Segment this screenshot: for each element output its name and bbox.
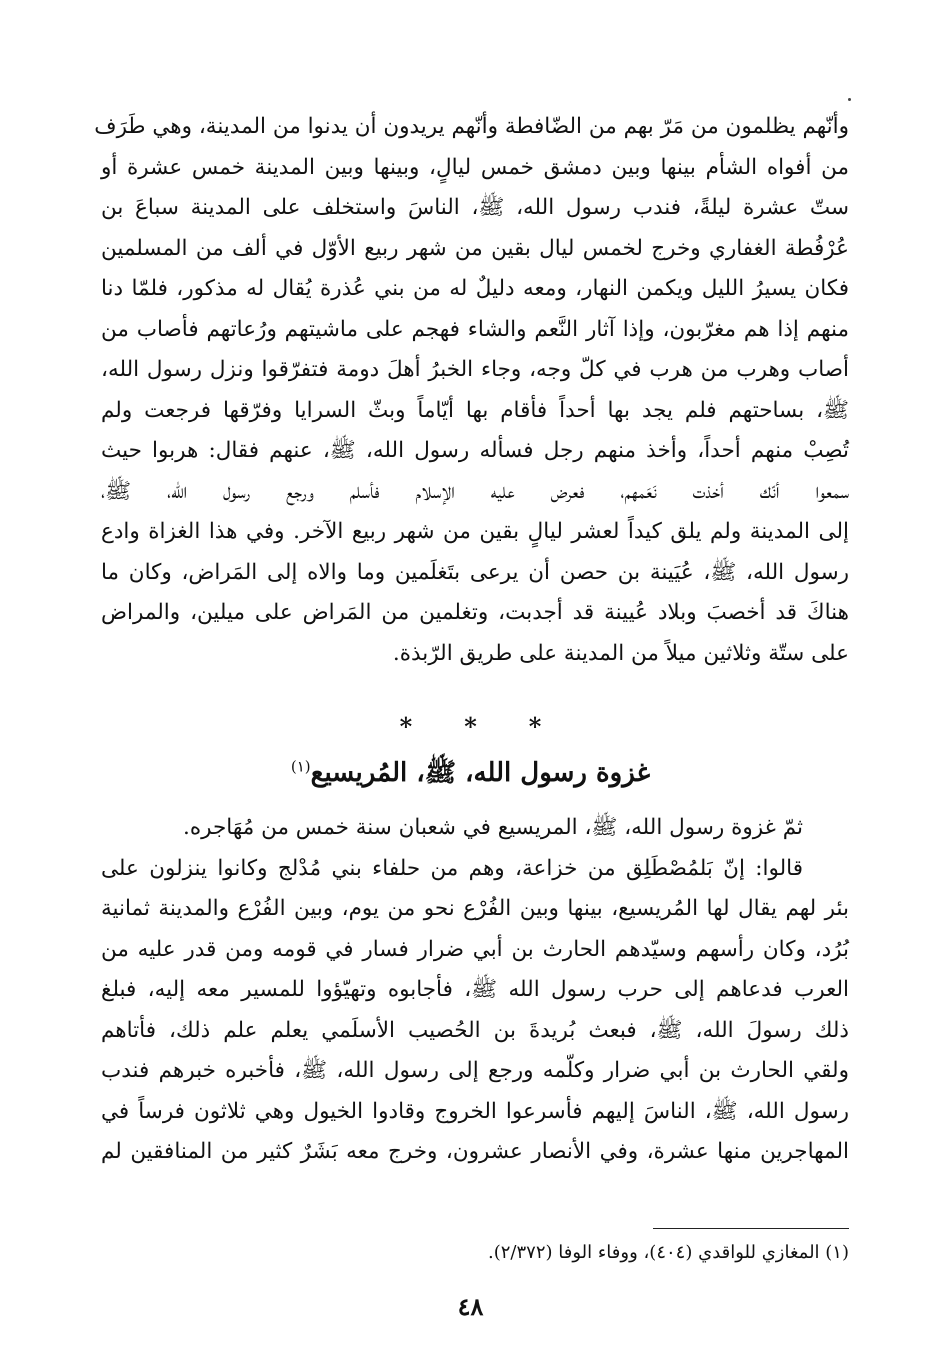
text-line: ثمّ غزوة رسول الله، ﷺ، المريسيع في شعبان سنة خمس من مُهَاجره. — [183, 815, 803, 840]
text-line: أصاب وهرب من هرب في كلّ وجه، وجاء الخبرُ أهلَ دومة فتفرّقوا ونزل رسول الله، — [101, 357, 849, 382]
text-line: ذلك رسولَ الله، ﷺ، فبعث بُريدةَ بن الحُصيب الأسلَمي يعلم علم ذلك، فأتاهم — [101, 1017, 849, 1043]
text-line: منهم إذا هم مغرّبون، وإذا آثار النَّعم والشاء فهجم على ماشيتهم ورُعاتهم فأصاب من — [101, 316, 849, 342]
text-line: رسول الله، ﷺ، عُيَينة بن حصن أن يرعى بتَغلَمين وما والاه إلى المَراض، وكان ما — [101, 559, 849, 585]
body-text-bottom — [101, 808, 849, 1173]
footnote-divider — [653, 1228, 849, 1229]
text-line: هناكَ قد أخصبَ وبلاد عُيينة قد أجدبت، وتغلمين من المَراض على ميلين، والمراض — [101, 600, 849, 625]
text-line: على ستّة وثلاثين ميلاً من المدينة على طريق الرّبذة. — [392, 640, 849, 666]
separator-star: * — [528, 712, 542, 741]
section-separator — [0, 712, 941, 741]
page-number: ٤٨ — [457, 1292, 484, 1321]
body-text-top — [94, 107, 849, 674]
text-line: عُرْفُطة الغفاري وخرج لخمس ليال بقين من شهر ربيع الأوّل في ألف من المسلمين — [101, 235, 849, 261]
separator-star: * — [464, 712, 477, 741]
separator-star: * — [399, 712, 413, 741]
text-line: ولقي الحارث بن أبي ضرار وكلّمه ورجع إلى رسول الله، ﷺ، فأخبره خبرهم فندب — [101, 1058, 849, 1083]
footnote-reference: (١) — [290, 757, 311, 776]
text-line: قالوا: إنّ بَلمُصْطَلِق من خزاعة، وهم من حلفاء بني مُدْلج وكانوا ينزلون على — [101, 855, 803, 881]
text-line: بئر لهم يقال لها المُريسيع، بينها وبين الفُرْع نحو من يوم، وبين الفُرْع والمدينة ثمانية — [101, 896, 849, 921]
text-line: إلى المدينة ولم يلق كيداً لعشر ليالٍ بقين من شهر ربيع الآخر. وفي هذا الغزاة وادع — [101, 519, 849, 544]
text-line: المهاجرين منها عشرة، وفي الأنصار عشرون، وخرج معه بَشَرٌ كثير من المنافقين لم — [101, 1139, 849, 1164]
text-line: بُرُد، وكان رأسهم وسيّدهم الحارث بن أبي ضرار فسار في قومه ومن قدر عليه من — [101, 936, 849, 962]
text-line: رسول الله، ﷺ، الناسَ إليهم فأسرعوا الخروج وقادوا الخيول وهي ثلاثون فرساً في — [101, 1098, 849, 1124]
section-heading-title: غزوة رسول الله، ﷺ، المُريسيع — [310, 758, 651, 788]
text-line: ﷺ، بساحتهم فلم يجد بها أحداً فأقام بها أيّاماً وبثّ السرايا وفرّقها فرجعت ولم — [101, 397, 849, 423]
text-line: وأنّهم يظلمون من مَرّ بهم من الضّافطة وأنّهم يريدون أن يدنوا من المدينة، وهي طَرَف — [94, 114, 849, 139]
text-line: سمعوا أنّك أخذت نَعَمهم، فعرض عليه الإسلام فأسلم ورجع رسول الله، ﷺ، — [101, 478, 849, 504]
section-heading — [0, 756, 941, 794]
text-line: ستّ عشرة ليلةً، فندب رسول الله، ﷺ، الناسَ واستخلف على المدينة سباعَ بن — [101, 195, 849, 220]
text-line: فكان يسيرُ الليل ويكمن النهار، ومعه دليلٌ له من بني عُذرة يُقال له مذكور، فلمّا دنا — [101, 276, 849, 301]
footnote-text: (١) المغازي للواقدي (٤٠٤)، ووفاء الوفا (٢/٣٧٢). — [488, 1242, 849, 1263]
text-line: تُصِبْ منهم أحداً، وأخذ منهم رجل فسأله رسول الله، ﷺ، عنهم فقال: هربوا حيث — [101, 438, 849, 463]
scan-speck — [848, 98, 851, 101]
text-line: العرب فدعاهم إلى حرب رسول الله ﷺ، فأجابوه وتهيّؤوا للمسير معه إليه، فبلغ — [101, 977, 849, 1002]
text-line: من أفواه الشأم بينها وبين دمشق خمس ليالٍ، وبينها وبين المدينة خمس عشرة أو — [101, 154, 849, 180]
